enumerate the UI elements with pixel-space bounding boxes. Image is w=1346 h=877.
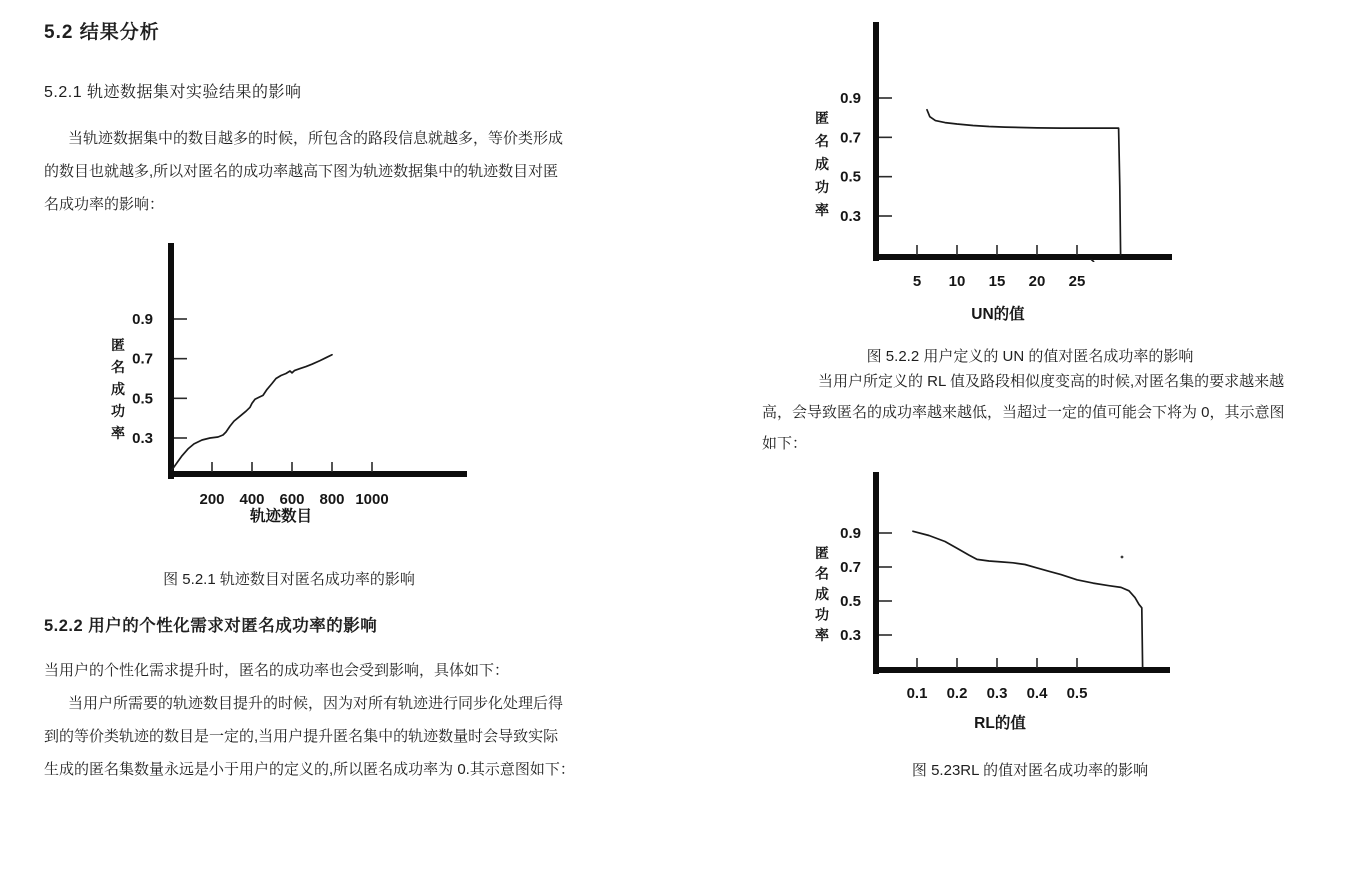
y-tick-label: 0.3 xyxy=(840,208,861,226)
x-tick-label: 0.4 xyxy=(1026,685,1048,702)
paragraph-1-line: 名成功率的影响： xyxy=(44,196,165,213)
y-axis-title-char: 功 xyxy=(815,179,829,195)
x-axis-title: UN的值 xyxy=(971,306,1025,323)
x-axis-title: RL的值 xyxy=(974,715,1026,732)
y-tick-label: 0.7 xyxy=(840,129,861,147)
x-tick-label: 0.5 xyxy=(1066,685,1088,702)
data-curve xyxy=(172,355,332,470)
paragraph-1-line: 的数目也就越多,所以对匿名的成功率越高下图为轨迹数据集中的轨迹数目对匿 xyxy=(44,163,559,180)
paragraph-right-line: 当用户所定义的 RL 值及路段相似度变高的时候,对匿名集的要求越来越 xyxy=(818,373,1285,390)
y-axis-title-char: 匿 xyxy=(815,110,829,126)
y-axis-title-char: 匿 xyxy=(111,337,125,353)
data-curve xyxy=(927,110,1121,256)
figure-522-un-value-chart xyxy=(790,0,1210,335)
figure-523-rl-value-chart xyxy=(790,450,1210,790)
y-tick-label: 0.7 xyxy=(840,559,861,576)
figure-522-caption: 图 5.2.2 用户定义的 UN 的值对匿名成功率的影响 xyxy=(866,348,1194,365)
x-tick-label: 0.2 xyxy=(946,685,968,702)
x-tick-label: 400 xyxy=(239,491,265,508)
x-tick-label: 5 xyxy=(912,273,922,290)
y-axis-title-char: 名 xyxy=(815,133,829,149)
x-tick-label: 15 xyxy=(988,273,1006,290)
subsection-heading-522: 5.2.2 用户的个性化需求对匿名成功率的影响 xyxy=(44,617,378,635)
paragraph-right xyxy=(762,366,1285,459)
subsection-heading-521: 5.2.1 轨迹数据集对实验结果的影响 xyxy=(44,84,302,101)
y-axis-title-char: 成 xyxy=(815,586,829,602)
paragraph-3-line: 生成的匿名集数量永远是小于用户的定义的,所以匿名成功率为 0.其示意图如下： xyxy=(44,761,575,778)
stray-tick-mark: ` xyxy=(1089,257,1096,279)
paragraph-3-line: 当用户所需要的轨迹数目提升的时候，因为对所有轨迹进行同步化处理后得 xyxy=(68,695,564,712)
x-axis-title: 轨迹数目 xyxy=(249,508,313,525)
data-curve xyxy=(913,531,1143,667)
y-axis-title-char: 功 xyxy=(815,606,829,623)
figure-521-caption: 图 5.2.1 轨迹数目对匿名成功率的影响 xyxy=(163,571,415,588)
y-axis-title-char: 成 xyxy=(815,156,829,172)
y-tick-label: 0.5 xyxy=(840,593,861,610)
paragraph-right-line: 如下： xyxy=(762,435,808,452)
y-axis-title-char: 功 xyxy=(111,403,125,419)
y-tick-label: 0.9 xyxy=(132,311,153,328)
x-tick-label: 1000 xyxy=(355,491,389,508)
y-tick-label: 0.9 xyxy=(840,525,861,542)
y-axis-title-char: 率 xyxy=(815,202,829,218)
x-tick-label: 20 xyxy=(1028,273,1046,290)
x-tick-label: 200 xyxy=(199,491,225,508)
stray-dot xyxy=(1121,556,1124,559)
figure-521-trajectory-count-chart xyxy=(95,225,495,530)
y-tick-label: 0.7 xyxy=(132,350,153,368)
section-heading: 5.2 结果分析 xyxy=(44,22,160,43)
paragraph-2: 当用户的个性化需求提升时，匿名的成功率也会受到影响，具体如下： xyxy=(44,662,510,679)
paragraph-1 xyxy=(44,122,563,221)
paragraph-right-line: 高，会导致匿名的成功率越来越低，当超过一定的值可能会下将为 0，其示意图 xyxy=(762,404,1285,421)
y-tick-label: 0.5 xyxy=(840,168,861,186)
y-tick-label: 0.9 xyxy=(840,90,861,107)
x-tick-label: 0.3 xyxy=(986,685,1008,702)
y-axis-title-char: 名 xyxy=(815,565,829,582)
y-tick-label: 0.3 xyxy=(132,429,153,447)
x-tick-label: 0.1 xyxy=(906,685,928,702)
paragraph-1-line: 当轨迹数据集中的数目越多的时候，所包含的路段信息就越多，等价类形成 xyxy=(68,130,564,147)
y-axis-title-char: 名 xyxy=(111,359,125,375)
y-axis-title-char: 匿 xyxy=(815,545,829,561)
paragraph-3-line: 到的等价类轨迹的数目是一定的,当用户提升匿名集中的轨迹数量时会导致实际 xyxy=(44,728,559,745)
y-tick-label: 0.3 xyxy=(840,627,861,644)
paragraph-3 xyxy=(44,687,575,786)
x-tick-label: 10 xyxy=(948,273,966,290)
x-tick-label: 800 xyxy=(319,491,345,508)
figure-523-caption: 图 5.23RL 的值对匿名成功率的影响 xyxy=(911,762,1149,779)
y-tick-label: 0.5 xyxy=(132,390,153,408)
y-axis-title-char: 率 xyxy=(815,627,829,643)
y-axis-title-char: 率 xyxy=(111,425,125,441)
x-tick-label: 25 xyxy=(1068,273,1086,290)
x-tick-label: 600 xyxy=(279,491,305,508)
y-axis-title-char: 成 xyxy=(111,381,125,397)
